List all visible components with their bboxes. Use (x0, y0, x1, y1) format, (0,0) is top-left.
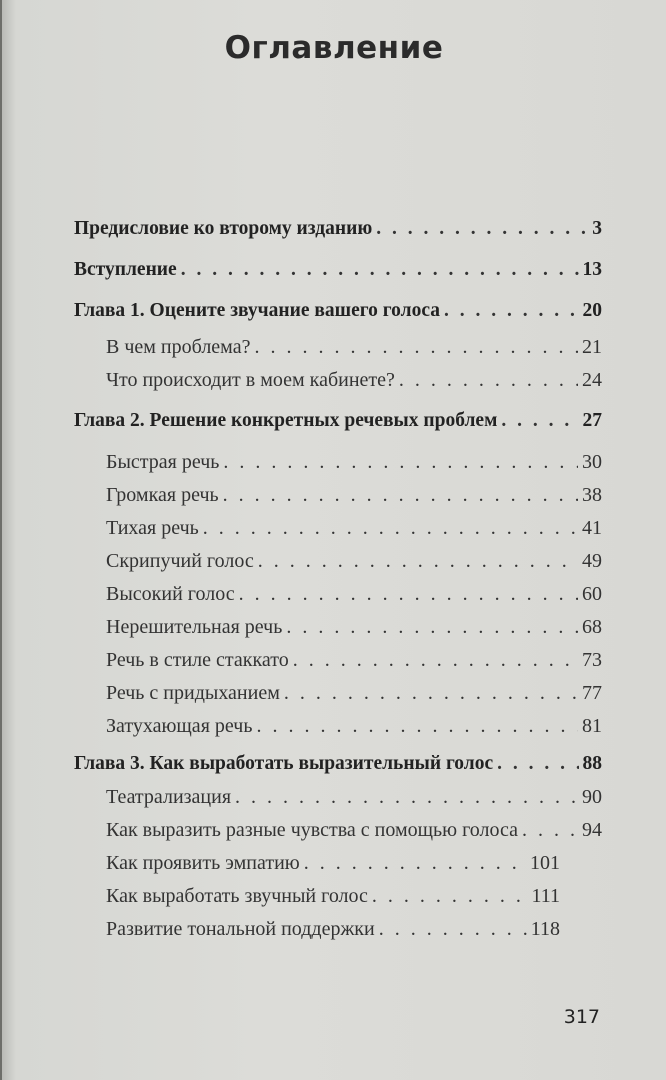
toc-page-number: 118 (530, 918, 560, 940)
toc-entry-title: Вступление (74, 259, 177, 280)
toc-leader-dots (235, 784, 578, 810)
toc-entry-title: Как выразить разные чувства с помощью голоса (106, 819, 518, 841)
toc-page-number: 49 (582, 550, 602, 572)
toc-entry-title: Глава 1. Оцените звучание вашего голоса (74, 300, 440, 321)
toc-page-number: 111 (531, 885, 560, 907)
toc-chapter-entry (74, 751, 602, 777)
toc-entry-title: Как проявить эмпатию (106, 852, 300, 874)
toc-page-number: 41 (582, 517, 602, 539)
toc-leader-dots (239, 581, 578, 607)
toc-section-entry (106, 482, 602, 508)
toc-entry-title: Что происходит в моем кабинете? (106, 369, 395, 391)
toc-page-number: 13 (582, 259, 602, 280)
toc-leader-dots (522, 817, 578, 843)
toc-section-entry (106, 713, 602, 739)
toc-entry-title: Высокий голос (106, 583, 235, 605)
toc-leader-dots (399, 367, 578, 393)
toc-entry-title: Речь в стиле стаккато (106, 649, 289, 671)
toc-chapter-entry (74, 216, 602, 242)
toc-section-entry (106, 367, 602, 393)
toc-entry-title: Театрализация (106, 786, 232, 808)
toc-entry-title: Громкая речь (106, 484, 219, 506)
toc-leader-dots (501, 408, 578, 434)
toc-entry-title: Развитие тональной поддержки (106, 918, 375, 940)
toc-entry-title: Речь с придыханием (106, 682, 280, 704)
toc-entry-title: Скрипучий голос (106, 550, 254, 572)
toc-section-entry (106, 548, 602, 574)
toc-leader-dots (304, 850, 526, 876)
toc-section-entry (106, 334, 602, 360)
toc-page-number: 60 (582, 583, 602, 605)
toc-leader-dots (372, 883, 528, 909)
toc-chapter-entry (74, 298, 602, 324)
toc-leader-dots (181, 257, 579, 283)
toc-leader-dots (258, 548, 578, 574)
toc-entry-title: Глава 2. Решение конкретных речевых проблем (74, 410, 498, 431)
toc-section-entry (106, 916, 560, 942)
toc-entry-title: Как выработать звучный голос (106, 885, 368, 907)
toc-page-number: 90 (582, 786, 602, 808)
toc-entry-title: Предисловие ко второму изданию (74, 218, 373, 239)
toc-leader-dots (379, 916, 527, 942)
toc-page-number: 68 (582, 616, 602, 638)
toc-page-number: 3 (592, 218, 602, 239)
toc-section-entry (106, 647, 602, 673)
toc-section-entry (106, 449, 602, 475)
toc-leader-dots (223, 449, 578, 475)
toc-entry-title: Глава 3. Как выработать выразительный голос (74, 753, 494, 774)
toc-entry-title: Нерешительная речь (106, 616, 283, 638)
toc-leader-dots (286, 614, 578, 640)
toc-leader-dots (284, 680, 578, 706)
toc-section-entry (106, 784, 602, 810)
toc-entry-title: В чем проблема? (106, 336, 251, 358)
toc-page-number: 27 (582, 410, 602, 431)
toc-section-entry (106, 581, 602, 607)
toc-leader-dots (223, 482, 578, 508)
toc-section-entry (106, 614, 602, 640)
toc-page-number: 77 (582, 682, 602, 704)
page-title: Оглавление (224, 30, 444, 66)
toc-page-number: 101 (530, 852, 560, 874)
toc-leader-dots (497, 751, 578, 777)
toc-chapter-entry (74, 257, 602, 283)
toc-entry-title: Тихая речь (106, 517, 199, 539)
toc-page-number: 81 (582, 715, 602, 737)
toc-section-entry (106, 680, 602, 706)
toc-page-number: 88 (582, 753, 602, 774)
toc-page-number: 30 (582, 451, 602, 473)
toc-leader-dots (254, 334, 578, 360)
toc-chapter-entry (74, 408, 602, 434)
toc-entry-title: Быстрая речь (106, 451, 220, 473)
toc-page-number: 38 (582, 484, 602, 506)
toc-page-number: 94 (582, 819, 602, 841)
page-number: 317 (563, 1006, 600, 1028)
toc-page-number: 20 (582, 300, 602, 321)
toc-leader-dots (376, 216, 588, 242)
toc-page-number: 24 (582, 369, 602, 391)
toc-section-entry (106, 817, 602, 843)
toc-entry-title: Затухающая речь (106, 715, 253, 737)
toc-section-entry (106, 850, 560, 876)
toc-section-entry (106, 883, 560, 909)
toc-leader-dots (444, 298, 579, 324)
toc-leader-dots (256, 713, 578, 739)
toc-section-entry (106, 515, 602, 541)
toc-leader-dots (293, 647, 578, 673)
toc-page-number: 21 (582, 336, 602, 358)
toc-page-number: 73 (582, 649, 602, 671)
toc-leader-dots (203, 515, 578, 541)
